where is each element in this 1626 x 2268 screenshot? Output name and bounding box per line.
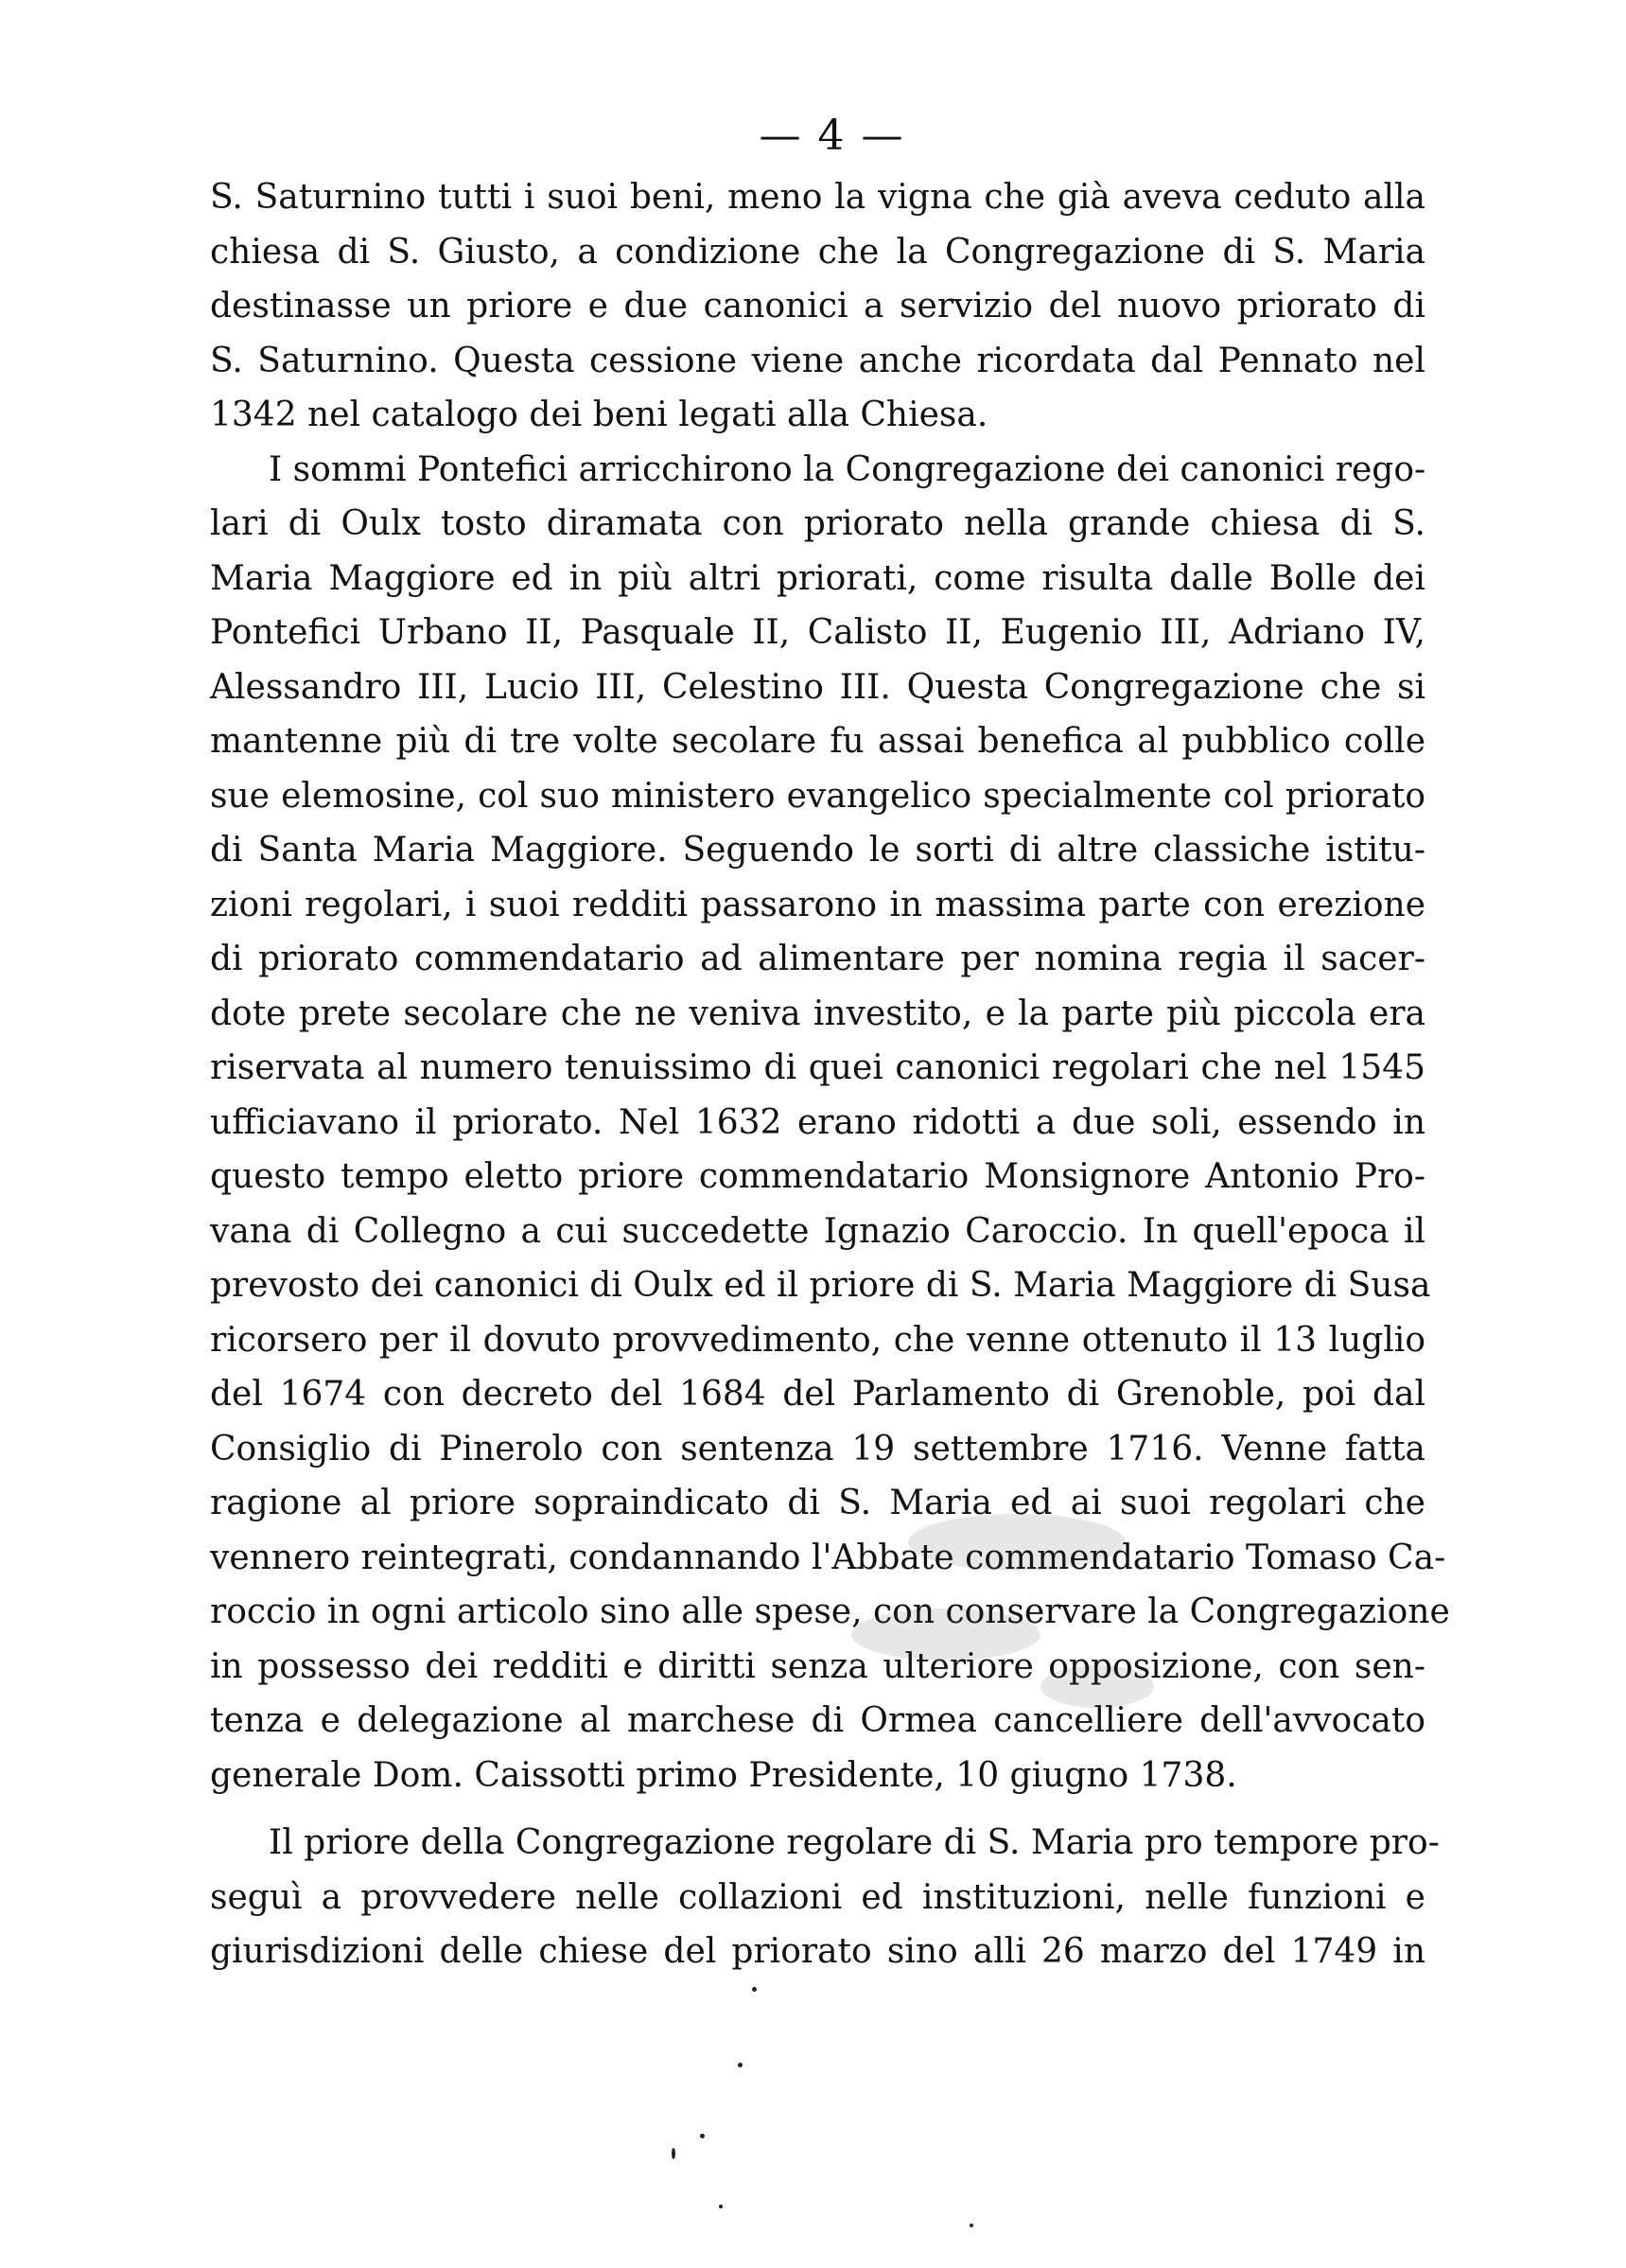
ink-speck bbox=[970, 2224, 973, 2227]
text-line: 1342 nel catalogo dei beni legati alla Chiesa. bbox=[210, 396, 988, 434]
text-line: S. Saturnino tutti i suoi beni, meno la vigna che già aveva ceduto alla bbox=[210, 178, 1425, 217]
text-line: mantenne più di tre volte secolare fu assai benefica al pubblico colle bbox=[210, 722, 1425, 761]
text-line: ricorsero per il dovuto provvedimento, che venne ottenuto il 13 luglio bbox=[210, 1320, 1425, 1360]
ink-smudge bbox=[1040, 1665, 1154, 1708]
text-line: seguì a provvedere nelle collazioni ed instituzioni, nelle funzioni e bbox=[210, 1877, 1425, 1917]
text-line: chiesa di S. Giusto, a condizione che la Congregazione di S. Maria bbox=[210, 232, 1425, 272]
text-line: giurisdizioni delle chiese del priorato sino alli 26 marzo del 1749 in bbox=[210, 1932, 1425, 1971]
paragraph-1 bbox=[210, 170, 1425, 443]
paragraph-gap bbox=[210, 1802, 1425, 1816]
text-line: lari di Oulx tosto diramata con priorato nella grande chiesa di S. bbox=[210, 504, 1425, 543]
text-line: riservata al numero tenuissimo di quei canonici regolari che nel 1545 bbox=[210, 1048, 1425, 1087]
text-line: roccio in ogni articolo sino alle spese, con conservare la Congregazione bbox=[210, 1592, 1450, 1631]
text-line: prevosto dei canonici di Oulx ed il priore di S. Maria Maggiore di Susa bbox=[210, 1266, 1431, 1305]
text-line: Pontefici Urbano II, Pasquale II, Calisto II, Eugenio III, Adriano IV, bbox=[210, 613, 1425, 652]
text-line: dote prete secolare che ne veniva investito, e la parte più piccola era bbox=[210, 993, 1425, 1033]
text-line: di priorato commendatario ad alimentare per nomina regia il sacer- bbox=[210, 940, 1425, 978]
ink-speck bbox=[719, 2205, 723, 2208]
ink-speck bbox=[672, 2148, 675, 2159]
ink-speck bbox=[700, 2134, 705, 2138]
text-line: questo tempo eletto priore commendatario Monsignore Antonio Pro- bbox=[210, 1157, 1425, 1196]
text-line: S. Saturnino. Questa cessione viene anche ricordata dal Pennato nel bbox=[210, 341, 1425, 380]
text-line: Alessandro III, Lucio III, Celestino III. Questa Congregazione che si bbox=[210, 667, 1425, 707]
text-line: vennero reintegrati, condannando l'Abbate commendatario Tomaso Ca- bbox=[210, 1538, 1446, 1577]
paragraph-2 bbox=[210, 443, 1450, 1803]
page-number: — 4 — bbox=[759, 112, 905, 160]
ink-speck bbox=[752, 1987, 757, 1992]
text-line: Il priore della Congregazione regolare di S. Maria pro tempore pro- bbox=[269, 1823, 1440, 1862]
text-line: Consiglio di Pinerolo con sentenza 19 settembre 1716. Venne fatta bbox=[210, 1429, 1425, 1468]
paragraph-3 bbox=[210, 1816, 1440, 1979]
text-line: Maria Maggiore ed in più altri priorati, come risulta dalle Bolle dei bbox=[210, 558, 1425, 598]
body-text bbox=[210, 170, 1450, 1979]
text-line: vana di Collegno a cui succedette Ignazio Caroccio. In quell'epoca il bbox=[210, 1211, 1425, 1251]
text-line: destinasse un priore e due canonici a servizio del nuovo priorato di bbox=[210, 287, 1425, 325]
ink-smudge bbox=[908, 1514, 1126, 1571]
text-line: I sommi Pontefici arricchirono la Congregazione dei canonici rego- bbox=[269, 449, 1426, 489]
text-line: ufficiavano il priorato. Nel 1632 erano ridotti a due soli, essendo in bbox=[210, 1102, 1425, 1142]
text-line: in possesso dei redditi e diritti senza ulteriore opposizione, con sen- bbox=[210, 1646, 1425, 1686]
ink-smudge bbox=[851, 1609, 1040, 1661]
text-line: generale Dom. Caissotti primo Presidente, 10 giugno 1738. bbox=[210, 1755, 1237, 1795]
text-line: zioni regolari, i suoi redditi passarono in massima parte con erezione bbox=[210, 885, 1425, 924]
text-line: sue elemosine, col suo ministero evangelico specialmente col priorato bbox=[210, 776, 1425, 816]
ink-speck bbox=[738, 2063, 743, 2067]
text-line: tenza e delegazione al marchese di Ormea cancelliere dell'avvocato bbox=[210, 1701, 1425, 1740]
text-line: ragione al priore sopraindicato di S. Maria ed ai suoi regolari che bbox=[210, 1484, 1425, 1522]
text-line: di Santa Maria Maggiore. Seguendo le sorti di altre classiche istitu- bbox=[210, 831, 1425, 870]
text-line: del 1674 con decreto del 1684 del Parlamento di Grenoble, poi dal bbox=[210, 1375, 1425, 1414]
